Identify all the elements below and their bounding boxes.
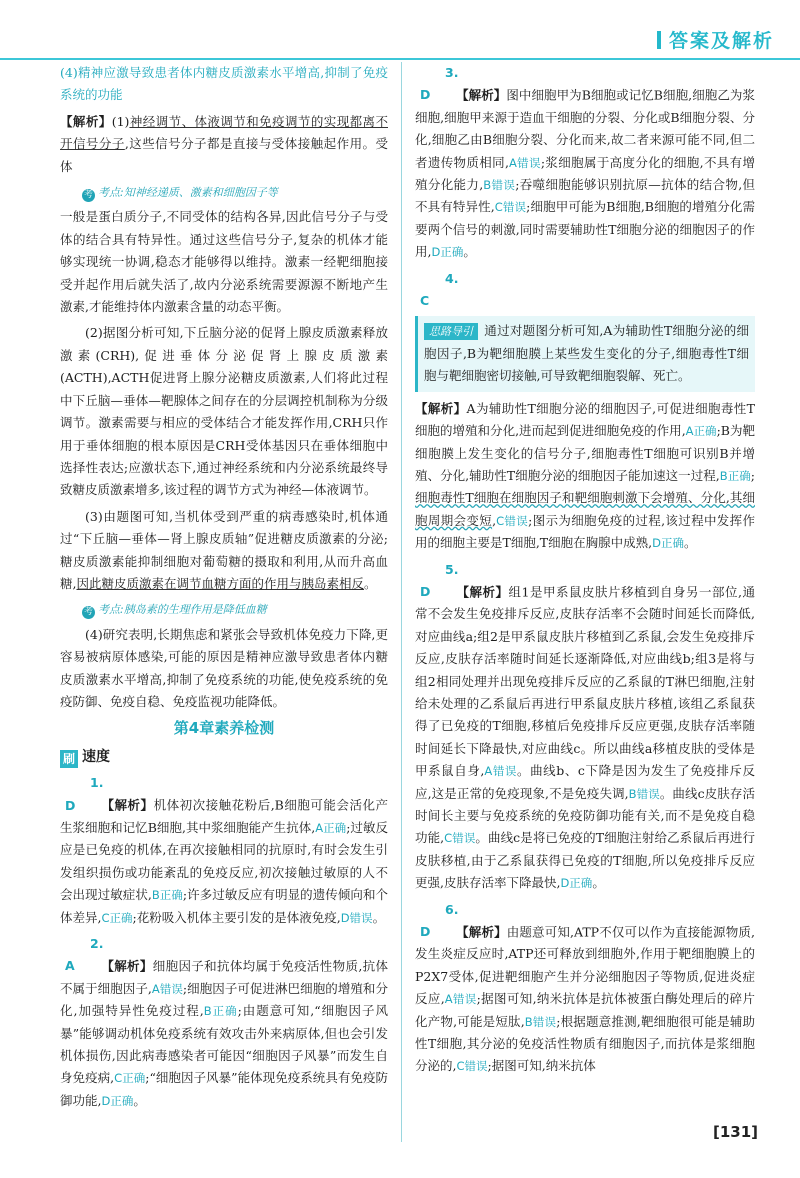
analysis-tag: 【解析】 <box>415 400 467 416</box>
judgement: A错误 <box>508 155 541 170</box>
text: 。 <box>683 535 697 551</box>
judgement: C正确 <box>114 1071 146 1086</box>
text: A为辅助性T细胞分泌的细胞因子,可促进细胞毒性T细胞的增殖和分化,进而起到促进细胞免疫的作用, <box>415 400 755 439</box>
text: 。 <box>592 875 605 891</box>
question-number: 4. C <box>420 270 459 309</box>
judgement: A错误 <box>444 992 477 1007</box>
judgement: A正确 <box>315 821 347 835</box>
analysis-tag: 【解析】 <box>456 924 507 940</box>
text: ;细胞因子可促进淋巴细胞的增殖和分化,加强特异性免疫过程, <box>60 980 388 1019</box>
analysis-para-4 <box>60 506 388 596</box>
left-column <box>60 62 388 1116</box>
text: (3)由题图可知,当机体受到严重的病毒感染时,机体通过“下丘脑—垂体—肾上腺皮质轴”促进糖皮质激素的分泌;糖皮质激素能抑制细胞对葡萄糖的摄取和利用,从而升高血糖, <box>60 508 388 591</box>
judgement: B错误 <box>628 786 660 801</box>
text: 图中细胞甲为B细胞或记忆B细胞,细胞乙为浆细胞,细胞甲来源于造血干细胞的分裂、分化或B细胞分裂、分化,细胞乙由B细胞分裂、分化而来,故二者来源可能不同,但二者遗传物质相同, <box>415 87 755 170</box>
section-title: 第4章素养检测 <box>173 719 275 738</box>
text: ;浆细胞属于高度分化的细胞,不具有增殖分化能力, <box>415 154 755 193</box>
question-4-number <box>415 268 755 313</box>
analysis-tag: 【解析】 <box>101 958 153 974</box>
text: 细胞因子和抗体均属于免疫活性物质,抗体不属于细胞因子, <box>60 958 388 996</box>
note-icon: 考 <box>83 190 93 201</box>
text: ;B为靶细胞膜上发生变化的信号分子,细胞毒性T细胞可识别B并增殖、分化,辅助性T细胞分泌的细胞因子能加速这一过程, <box>415 423 755 483</box>
text: , <box>492 512 497 528</box>
analysis-tag: 【解析】 <box>456 87 507 103</box>
text: 机体初次接触花粉后,B细胞可能会活化产生浆细胞和记忆B细胞,其中浆细胞能产生抗体, <box>60 797 388 835</box>
exam-note-1 <box>82 182 388 204</box>
header-rule <box>0 58 800 60</box>
text: ;许多过敏反应有明显的遗传倾向和个体差异, <box>60 887 388 925</box>
text: ;吞噬细胞能够识别抗原—抗体的结合物,但不具有特异性, <box>415 177 756 215</box>
text: 。 <box>463 244 476 260</box>
judgement: D正确 <box>431 245 464 260</box>
judgement: D正确 <box>101 1093 134 1108</box>
text: ;过敏反应是已免疫的机体,在再次接触相同的抗原时,有时会发生引发组织损伤或功能紊乱的免疫反应,初次接触过敏原的人不会出现过敏症状, <box>60 820 388 903</box>
header-title-text: 答案及解析 <box>668 30 774 52</box>
header-title <box>657 26 774 53</box>
judgement: B错误 <box>524 1014 557 1029</box>
note-text: 考点:知神经递质、激素和细胞因子等 <box>98 186 278 200</box>
text: 。曲线c皮肤存活时间长主要与免疫系统的免疫防御功能有关,而不是免疫自稳功能, <box>415 785 755 846</box>
judgement: C错误 <box>456 1059 488 1074</box>
text: ;“细胞因子风暴”能体现免疫系统具有免疫防御功能, <box>60 1070 388 1108</box>
analysis-para-2: 一般是蛋白质分子,不同受体的结构各异,因此信号分子与受体的结合具有特异性。通过这些信号分子,复杂的机体才能够实现统一协调,稳态才能够得以维持。激素一经靶细胞接受并起作用后就失活了,故内分泌系统需要源源不断地产生激素,才能维持体内激素含量的动态平衡。 <box>60 209 388 315</box>
guide-text: 通过对题图分析可知,A为辅助性T细胞分泌的细胞因子,B为靶细胞膜上某些发生变化的分子,细胞毒性T细胞与靶细胞密切接触,可导致靶细胞裂解、死亡。 <box>424 323 749 384</box>
column-divider <box>401 62 402 1142</box>
page-header <box>0 0 800 56</box>
text: (1) <box>111 113 130 129</box>
judgement: A正确 <box>685 424 717 439</box>
judgement: D正确 <box>652 536 684 551</box>
speed-heading <box>60 746 388 768</box>
judgement: D错误 <box>340 910 373 925</box>
judgement: A错误 <box>151 981 183 996</box>
note-icon: 考 <box>83 607 93 618</box>
question-number: 6. D <box>420 901 459 940</box>
judgement: B正确 <box>203 1004 238 1019</box>
judgement: C错误 <box>444 831 476 846</box>
question-number: 1. D <box>65 775 104 813</box>
question-number: 5. D <box>420 561 459 599</box>
question-5-analysis <box>415 559 755 895</box>
question-2-analysis <box>60 933 388 1112</box>
right-column <box>415 62 755 1082</box>
question-1-analysis <box>60 772 388 929</box>
text: ,这些信号分子都是直接与受体接触起作用。受体 <box>60 136 388 174</box>
text: ;花粉吸入机体主要引发的是体液免疫, <box>132 909 341 925</box>
analysis-tag: 【解析】 <box>60 113 112 129</box>
judgement: A错误 <box>484 764 518 779</box>
text: ;据图可知,纳米抗体 <box>487 1058 596 1074</box>
underlined-text: 神经调节、体液调节和免疫调节的实现都离不开信号分子 <box>60 113 388 152</box>
analysis-para-1 <box>60 111 388 178</box>
thinking-guide-box <box>415 316 755 391</box>
text: 。 <box>364 575 377 591</box>
text: 。 <box>133 1092 146 1108</box>
text: ;据图可知,纳米抗体是抗体被蛋白酶处理后的碎片化产物,可能是短肽, <box>415 991 755 1029</box>
judgement: B正确 <box>719 468 751 483</box>
page-number: [131] <box>712 1123 758 1141</box>
guide-tag: 思路导引 <box>424 323 478 340</box>
text: ;由题意可知,“细胞因子风暴”能够调动机体免疫系统有效攻击外来病原体,但也会引发机体损伤,因此病毒感染者可能因“细胞因子风暴”而发生自身免疫病, <box>60 1003 388 1086</box>
header-accent <box>657 31 661 49</box>
brush-icon: 刷 <box>60 750 78 768</box>
question-number: 3. D <box>420 65 459 103</box>
note-text: 考点:胰岛素的生理作用是降低血糖 <box>98 603 267 617</box>
text: ;图示为细胞免疫的过程,该过程中发挥作用的细胞主要是T细胞,T细胞在胸腺中成熟, <box>415 512 755 551</box>
text: ; <box>750 467 755 483</box>
underlined-text: 因此糖皮质激素在调节血糖方面的作用与胰岛素相反 <box>76 575 364 591</box>
text: ;根据题意推测,靶细胞很可能是辅助性T细胞,其分泌的免疫活性物质有细胞因子,而抗体是浆细胞分泌的, <box>415 1013 756 1074</box>
judgement: B错误 <box>483 178 516 193</box>
question-3-analysis <box>415 62 755 264</box>
speed-label: 速度 <box>82 748 110 765</box>
text: 。 <box>372 909 386 925</box>
analysis-para-5: (4)研究表明,长期焦虑和紧张会导致机体免疫力下降,更容易被病原体感染,可能的原因是精神应激导致患者体内糖皮质激素水平增高,抑制了免疫系统的功能,使免疫系统的免疫防御、免疫自稳、免疫监视功能降低。 <box>60 626 388 709</box>
text: ;细胞甲可能为B细胞,B细胞的增殖分化需要两个信号的刺激,同时需要辅助性T细胞分泌的细胞因子的作用, <box>415 199 755 260</box>
analysis-tag: 【解析】 <box>456 583 509 599</box>
text: 由题意可知,ATP不仅可以作为直接能源物质,发生炎症反应时,ATP还可释放到细胞外,作用于靶细胞膜上的P2X7受体,促进靶细胞产生并分泌细胞因子等物质,促进炎症反应, <box>415 924 755 1007</box>
judgement: C正确 <box>101 910 133 925</box>
text: 。曲线b、c下降是因为发生了免疫排斥反应,这是正常的免疫现象,不是免疫失调, <box>415 763 755 801</box>
judgement: C错误 <box>494 200 527 215</box>
judgement: D正确 <box>560 876 593 891</box>
analysis-tag: 【解析】 <box>101 797 154 813</box>
text: 组1是甲系鼠皮肤片移植到自身另一部位,通常不会发生免疫排斥反应,皮肤存活率不会随时间延长而降低,对应曲线a;组2是甲系鼠皮肤片移植到乙系鼠,会发生免疫排斥反应,皮肤存活率随时间延长逐渐降低,对应曲线b;组3是将与组2相同处理并出现免疫排斥反应的乙系鼠的T淋巴细胞,注射给未处理的乙系鼠后再进行甲系鼠皮肤片移植,该组乙系鼠获得了已免疫的T细胞,移植后免疫排斥反应更强,皮肤存活率随时间延长下降最快,对应曲线c。所以曲线a移植皮肤的受体是甲系鼠自身, <box>415 583 755 779</box>
question-number: 2. A <box>65 936 104 974</box>
answer-4: (4)精神应激导致患者体内糖皮质激素水平增高,抑制了免疫系统的功能 <box>60 65 388 103</box>
text: 。曲线c是将已免疫的T细胞注射给乙系鼠后再进行皮肤移植,由于乙系鼠获得已免疫的T细胞,所以免疫排斥反应更强,皮肤存活率下降最快, <box>415 830 756 891</box>
judgement: C错误 <box>496 513 529 528</box>
judgement: B正确 <box>151 888 183 903</box>
analysis-para-3: (2)据图分析可知,下丘脑分泌的促肾上腺皮质激素释放激素(CRH),促进垂体分泌促肾上腺皮质激素(ACTH),ACTH促进肾上腺分泌糖皮质激素,人们将此过程中下丘脑—垂体—靶腺体之间存在的分层调控机制称为分级调节。激素需要与相应的受体结合才能发挥作用,CRH只作用于垂体细胞的根本原因是CRH受体基因只在垂体细胞中选择性表达;应激状态下,通过神经系统和内分泌系统最终导致糖皮质激素增多,该过程的调节方式为神经—体液调节。 <box>60 325 388 498</box>
question-4-analysis <box>415 398 755 555</box>
exam-note-2 <box>82 599 388 621</box>
page-number-value: 131 <box>719 1123 752 1141</box>
wavy-underlined-text: 细胞毒性T细胞在细胞因子和靶细胞刺激下会增殖、分化,其细胞周期会变短 <box>415 490 755 528</box>
question-6-analysis <box>415 899 755 1078</box>
